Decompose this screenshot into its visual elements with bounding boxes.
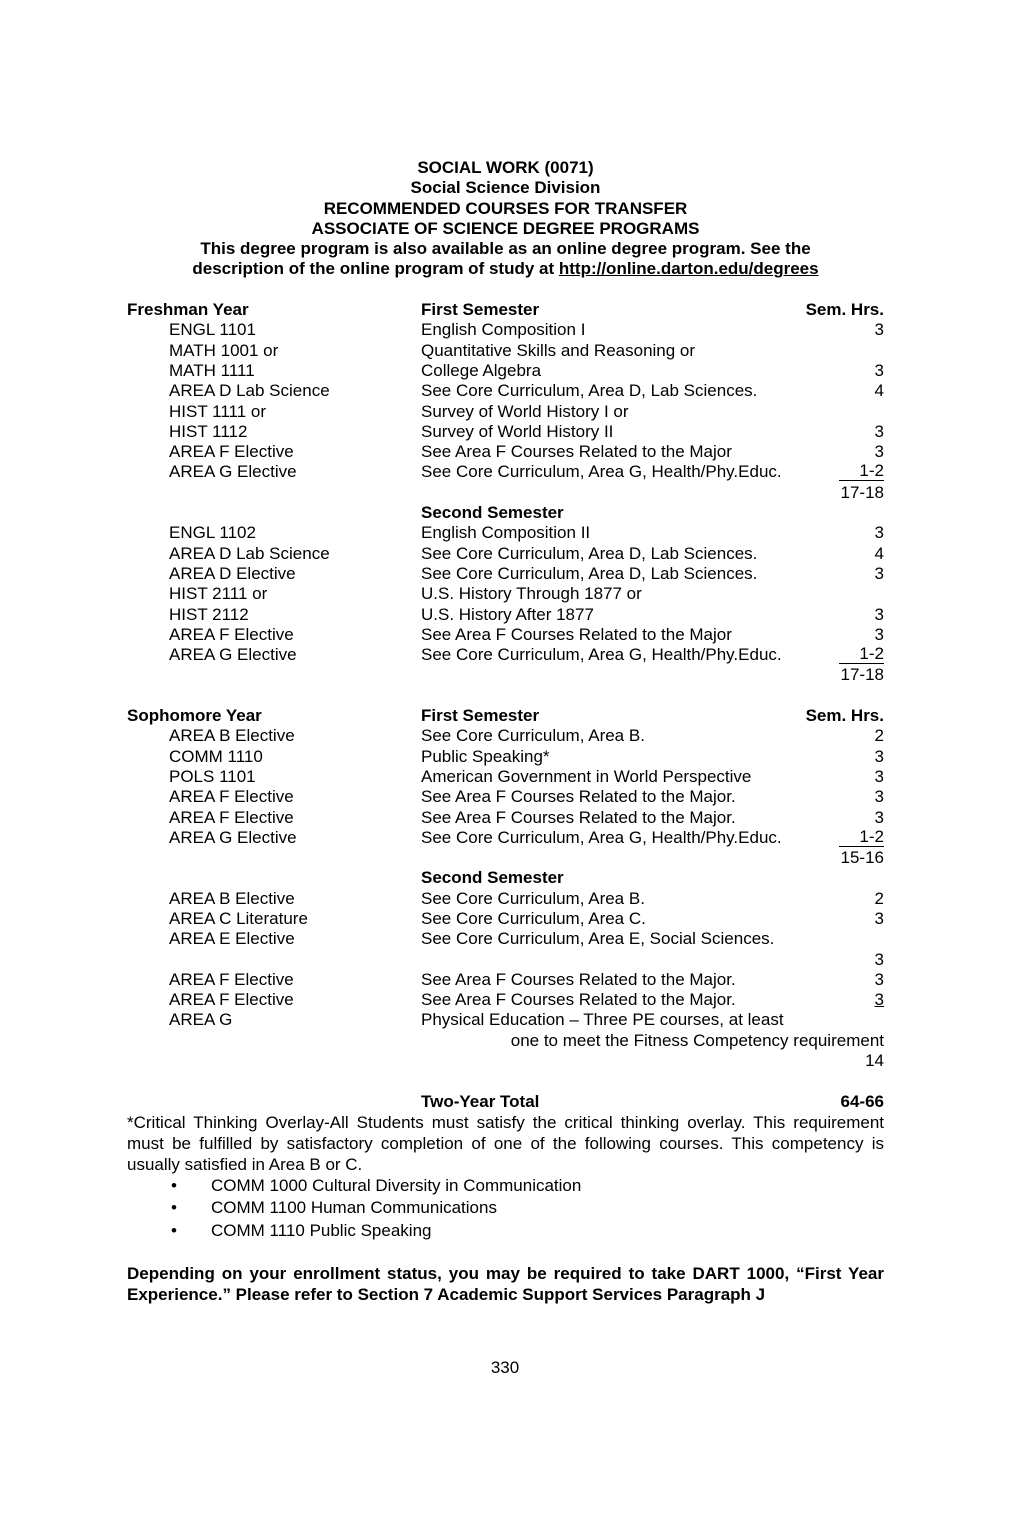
course-code: AREA F Elective	[169, 787, 294, 807]
bullet-icon: •	[171, 1220, 177, 1240]
course-hours: 3	[874, 990, 884, 1010]
critical-thinking-course-list	[127, 1175, 884, 1243]
course-row	[127, 990, 884, 1010]
two-year-total-label: Two-Year Total	[421, 1091, 540, 1111]
course-code: ENGL 1101	[169, 320, 256, 340]
course-code: HIST 2111 or	[169, 584, 268, 604]
course-row	[127, 564, 884, 584]
course-code: AREA F Elective	[169, 990, 294, 1010]
two-year-total-row	[127, 1092, 884, 1112]
critical-thinking-note: *Critical Thinking Overlay-All Students must satisfy the critical thinking overlay. This requirement must be fulfilled by satisfactory completion of one of the following courses. This competency is usually satisfied in Area B or C.	[127, 1112, 884, 1174]
sophomore-first-semester-label: First Semester	[421, 706, 540, 726]
header-line-6	[127, 259, 884, 279]
freshman-second-total-row	[127, 665, 884, 685]
course-row	[127, 584, 884, 604]
course-code: AREA F Elective	[169, 969, 294, 989]
list-item	[127, 1220, 884, 1243]
area-g-description-continued: one to meet the Fitness Competency requirement	[510, 1030, 884, 1050]
course-row	[127, 605, 884, 625]
course-row	[127, 381, 884, 401]
course-code: AREA B Elective	[169, 726, 295, 746]
list-item	[127, 1175, 884, 1198]
course-code: HIST 1111 or	[169, 401, 267, 421]
course-row	[127, 341, 884, 361]
course-description: See Area F Courses Related to the Major.	[421, 787, 736, 807]
course-hours: 3	[874, 766, 884, 786]
course-description: See Area F Courses Related to the Major	[421, 442, 732, 462]
area-g-row	[127, 1010, 884, 1030]
course-row	[127, 442, 884, 462]
course-description: See Core Curriculum, Area D, Lab Sciences.	[421, 543, 758, 563]
sophomore-second-semester-courses-cont	[127, 970, 884, 1011]
freshman-first-semester-label: First Semester	[421, 300, 540, 320]
course-row	[127, 808, 884, 828]
course-code: AREA B Elective	[169, 888, 295, 908]
page-number: 330	[490, 1358, 520, 1377]
course-hours: 3	[874, 320, 884, 340]
course-hours: 1-2	[839, 462, 884, 481]
freshman-year-label: Freshman Year	[127, 300, 249, 320]
course-row	[127, 645, 884, 665]
sophomore-second-semester-courses	[127, 889, 884, 950]
course-row	[127, 970, 884, 990]
course-row	[127, 909, 884, 929]
course-row	[127, 726, 884, 746]
division-name: Social Science Division	[410, 178, 601, 198]
course-hours: 3	[874, 746, 884, 766]
course-hours: 3	[874, 442, 884, 462]
course-hours: 3	[874, 908, 884, 928]
course-hours: 4	[874, 381, 884, 401]
course-hours: 2	[874, 726, 884, 746]
freshman-first-semester-courses	[127, 320, 884, 482]
course-description: English Composition I	[421, 320, 586, 340]
area-g-row-continued	[127, 1031, 884, 1051]
program-title: SOCIAL WORK (0071)	[417, 158, 594, 177]
area-e-hours: 3	[874, 949, 884, 969]
list-item-text: COMM 1110 Public Speaking	[211, 1220, 432, 1240]
course-description: See Core Curriculum, Area C.	[421, 908, 646, 928]
course-description: See Core Curriculum, Area B.	[421, 888, 645, 908]
list-item	[127, 1197, 884, 1220]
course-row	[127, 523, 884, 543]
course-description: College Algebra	[421, 360, 542, 380]
area-g-description: Physical Education – Three PE courses, at least	[421, 1010, 784, 1030]
header-line-5: This degree program is also available as an online degree program. See the	[200, 239, 811, 259]
course-row	[127, 625, 884, 645]
course-code: AREA D Lab Science	[169, 543, 330, 563]
sophomore-second-total-row	[127, 1051, 884, 1071]
area-e-hours-row	[127, 950, 884, 970]
sophomore-year-label: Sophomore Year	[127, 706, 262, 726]
course-description: See Area F Courses Related to the Major.	[421, 969, 736, 989]
freshman-second-semester-courses	[127, 523, 884, 665]
course-description: Quantitative Skills and Reasoning or	[421, 340, 696, 360]
course-code: AREA F Elective	[169, 442, 294, 462]
sophomore-second-heading-row	[127, 868, 884, 888]
course-code: AREA F Elective	[169, 624, 294, 644]
course-hours: 4	[874, 543, 884, 563]
course-code: POLS 1101	[169, 766, 256, 786]
freshman-sem-hrs-label: Sem. Hrs.	[805, 300, 884, 320]
list-item-text: COMM 1100 Human Communications	[211, 1198, 497, 1218]
course-description: See Core Curriculum, Area G, Health/Phy.Educ.	[421, 462, 782, 482]
course-hours: 3	[874, 624, 884, 644]
course-row	[127, 929, 884, 949]
course-description: See Area F Courses Related to the Major.	[421, 990, 736, 1010]
course-description: Survey of World History I or	[421, 401, 629, 421]
course-description: See Core Curriculum, Area G, Health/Phy.Educ.	[421, 827, 782, 847]
course-code: AREA E Elective	[169, 929, 295, 949]
course-row	[127, 828, 884, 848]
course-description: English Composition II	[421, 523, 591, 543]
course-code: MATH 1111	[169, 360, 255, 380]
course-hours: 3	[874, 604, 884, 624]
two-year-total-value: 64-66	[840, 1091, 884, 1111]
sophomore-second-semester-label: Second Semester	[421, 868, 564, 888]
sophomore-first-total: 15-16	[840, 848, 884, 868]
course-code: AREA G Elective	[169, 827, 297, 847]
course-row	[127, 320, 884, 340]
course-description: See Area F Courses Related to the Major.	[421, 807, 736, 827]
course-description: See Core Curriculum, Area G, Health/Phy.Educ.	[421, 645, 782, 665]
sophomore-first-total-row	[127, 848, 884, 868]
course-row	[127, 462, 884, 482]
enrollment-status-note: Depending on your enrollment status, you may be required to take DART 1000, “First Year Experience.” Please refer to Section 7 Academic Support Services Paragraph J	[127, 1263, 884, 1304]
bullet-icon: •	[171, 1198, 177, 1218]
sophomore-heading-row	[127, 706, 884, 726]
header-line-4: ASSOCIATE OF SCIENCE DEGREE PROGRAMS	[311, 218, 700, 238]
course-row	[127, 402, 884, 422]
area-g-course: AREA G	[169, 1010, 233, 1030]
header-line-3: RECOMMENDED COURSES FOR TRANSFER	[323, 198, 688, 218]
course-row	[127, 889, 884, 909]
course-description: American Government in World Perspective	[421, 766, 752, 786]
course-row	[127, 747, 884, 767]
course-code: AREA D Elective	[169, 563, 296, 583]
course-code: ENGL 1102	[169, 523, 256, 543]
course-description: See Core Curriculum, Area B.	[421, 726, 645, 746]
sophomore-second-total: 14	[865, 1051, 884, 1071]
course-row	[127, 787, 884, 807]
course-code: AREA F Elective	[169, 807, 294, 827]
freshman-first-total: 17-18	[840, 482, 884, 502]
course-hours: 3	[874, 787, 884, 807]
course-hours: 3	[874, 969, 884, 989]
freshman-heading-row	[127, 300, 884, 320]
course-code: COMM 1110	[169, 746, 263, 766]
course-hours: 3	[874, 421, 884, 441]
course-hours: 3	[874, 523, 884, 543]
freshman-second-semester-label: Second Semester	[421, 503, 564, 523]
course-description: U.S. History After 1877	[421, 604, 594, 624]
course-description: See Core Curriculum, Area E, Social Sciences.	[421, 929, 775, 949]
course-hours: 1-2	[839, 828, 884, 847]
list-item-text: COMM 1000 Cultural Diversity in Communication	[211, 1175, 582, 1195]
course-row	[127, 767, 884, 787]
course-code: AREA C Literature	[169, 908, 308, 928]
course-hours: 2	[874, 888, 884, 908]
course-row	[127, 422, 884, 442]
sophomore-sem-hrs-label: Sem. Hrs.	[805, 706, 884, 726]
freshman-first-total-row	[127, 483, 884, 503]
course-code: MATH 1001 or	[169, 340, 279, 360]
course-description: See Core Curriculum, Area D, Lab Sciences.	[421, 381, 758, 401]
document-page	[127, 158, 884, 1305]
header-line-6-prefix: description of the online program of study at	[192, 259, 559, 279]
course-row	[127, 361, 884, 381]
course-description: Survey of World History II	[421, 421, 614, 441]
course-code: AREA G Elective	[169, 462, 297, 482]
sophomore-first-semester-courses	[127, 726, 884, 848]
course-hours: 3	[874, 563, 884, 583]
course-code: AREA G Elective	[169, 645, 297, 665]
course-row	[127, 544, 884, 564]
document-header	[127, 158, 884, 280]
course-code: AREA D Lab Science	[169, 381, 330, 401]
freshman-second-heading-row	[127, 503, 884, 523]
course-hours: 1-2	[839, 645, 884, 664]
course-code: HIST 2112	[169, 604, 249, 624]
course-description: See Area F Courses Related to the Major	[421, 624, 732, 644]
course-description: See Core Curriculum, Area D, Lab Sciences.	[421, 563, 758, 583]
course-description: Public Speaking*	[421, 746, 550, 766]
course-hours: 3	[874, 360, 884, 380]
course-hours: 3	[874, 807, 884, 827]
course-code: HIST 1112	[169, 421, 248, 441]
online-degrees-link[interactable]: http://online.darton.edu/degrees	[558, 259, 819, 279]
freshman-second-total: 17-18	[840, 665, 884, 685]
bullet-icon: •	[171, 1175, 177, 1195]
course-description: U.S. History Through 1877 or	[421, 584, 642, 604]
